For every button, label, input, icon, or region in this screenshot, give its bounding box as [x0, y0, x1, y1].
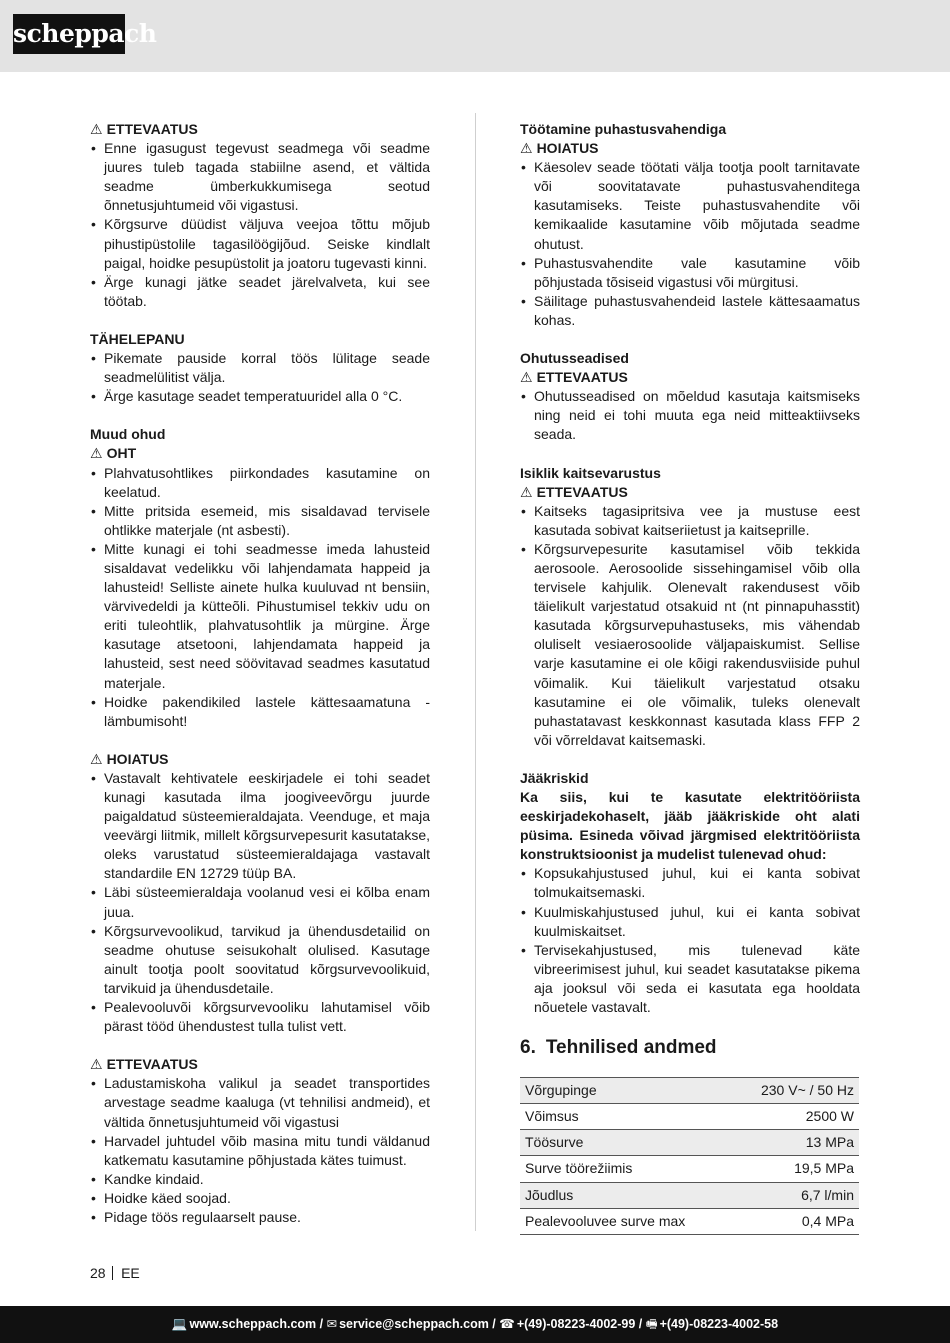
bullet-list	[90, 349, 430, 406]
list-item: • Ohutusseadised on mõeldud kasutaja kaitsmiseks ning neid ei tohi muuta ega neid mitteaktiivseks seada.	[520, 387, 860, 444]
section-title: Jääkriskid	[520, 769, 589, 786]
section-heading: ⚠ ETTEVAATUS	[520, 368, 860, 387]
mail-icon: ✉	[326, 1317, 338, 1331]
bullet-list	[90, 139, 430, 311]
section-heading: ⚠ ETTEVAATUS	[90, 120, 430, 139]
website-link[interactable]: www.scheppach.com	[189, 1317, 317, 1331]
section-heading: ⚠ HOIATUS	[90, 750, 430, 769]
spec-label: Pealevooluvee surve max	[520, 1208, 731, 1234]
warning-triangle-icon: ⚠	[520, 140, 533, 157]
list-item: • Mitte pritsida esemeid, mis sisaldavad tervisele ohtlikke materjale (nt asbesti).	[90, 502, 430, 540]
list-item: • Käesolev seade töötati välja tootja poolt tarnitavate või soovitatavate puhastusvahenditega kasutamiseks. Teiste puhastusvahendite või kemikaalide kasutamine võib mõjutada seadme ohutust.	[520, 158, 860, 253]
list-item: • Harvadel juhtudel võib masina mitu tundi väldanud katkematu kasutamine põhjustada kätes tuimust.	[90, 1132, 430, 1170]
spec-label: Surve töörežiimis	[520, 1156, 731, 1182]
residual-risks-intro: Ka siis, kui te kasutate elektritööriista eeskirjadekohaselt, jääb jääkriskide oht alati püsima. Esineda võivad järgmised elektritööriista konstruktsioonist ja mudelist tulenevad ohud:	[520, 789, 860, 863]
table-row	[520, 1130, 859, 1156]
list-item: • Kaitseks tagasipritsiva vee ja mustuse eest kasutada sobivat kaitseriietust ja kaitseprille.	[520, 502, 860, 540]
chapter-heading: Tehnilised andmed	[545, 1037, 717, 1059]
spec-value: 6,7 l/min	[731, 1182, 859, 1208]
list-item: • Enne igasugust tegevust seadmega või seadme juures tuleb tagada stabiilne asend, et vältida seadme ümberkukkumisega seotud õnnetusjuhtumeid või vigastusi.	[90, 139, 430, 215]
list-item: • Mitte kunagi ei tohi seadmesse imeda lahusteid sisaldavat vedelikku või lahjendamata happeid ja lahusteid! Selliste ainete hulka kuuluvad nt bensiin, värvivedeldi ja kütteõli. Pihustumisel tekkiv udu on eriti tuleohtlik, plahvatusohtlik ja mürgine. Ärge kasutage atsetooni, lahjendamata happeid ja lahusteid, sest need söövitavad seadmes kasutatud materjale.	[90, 540, 430, 693]
specs-table	[520, 1077, 859, 1235]
phone-number: +(49)-08223-4002-99	[516, 1317, 636, 1331]
warning-triangle-icon: ⚠	[90, 445, 103, 462]
computer-icon: 💻	[171, 1317, 188, 1331]
caution-section-2	[90, 1055, 430, 1227]
warning-triangle-icon: ⚠	[520, 369, 533, 386]
language-code: EE	[121, 1265, 140, 1281]
other-hazards-section	[90, 425, 430, 731]
list-item: • Kuulmiskahjustused juhul, kui ei kanta sobivat kuulmiskaitset.	[520, 903, 860, 941]
warning-triangle-icon: ⚠	[520, 483, 533, 500]
table-row	[520, 1208, 859, 1234]
list-item: • Kõrgsurvevoolikud, tarvikud ja ühendusdetailid on seadme ohutuse seisukohalt olulised. Kasutage ainult tootja poolt soovitatud kõrgsurvevoolikuid, tarvikuid ja ühendusdetaile.	[90, 922, 430, 998]
page-number-separator	[112, 1266, 114, 1280]
list-item: • Pidage töös regulaarselt pause.	[90, 1208, 430, 1227]
list-item: • Hoidke käed soojad.	[90, 1189, 430, 1208]
list-item: • Plahvatusohtlikes piirkondades kasutamine on keelatud.	[90, 464, 430, 502]
list-item: • Kopsukahjustused juhul, kui ei kanta sobivat tolmukaitsemaski.	[520, 864, 860, 902]
section-title: Muud ohud	[90, 426, 166, 443]
ppe-section	[520, 464, 860, 750]
chapter-title	[520, 1036, 860, 1060]
list-item: • Tervisekahjustused, mis tulenevad käte vibreerimisest juhul, kui seadet kasutatakse pikema aja jooksul või seda ei kasutata ega hooldata nõuetele vastavalt.	[520, 941, 860, 1017]
spec-value: 230 V~ / 50 Hz	[731, 1078, 859, 1104]
warning-triangle-icon: ⚠	[90, 750, 103, 767]
spec-value: 13 MPa	[731, 1130, 859, 1156]
cleaning-agent-section	[520, 120, 860, 330]
table-row	[520, 1182, 859, 1208]
list-item: • Pikemate pauside korral töös lülitage seade seadmelülitist välja.	[90, 349, 430, 387]
table-row	[520, 1156, 859, 1182]
list-item: • Pealevooluvõi kõrgsurvevooliku lahutamisel võib pärast tööd ühendustest tulla tulist vett.	[90, 998, 430, 1036]
page-number: 28 EE	[90, 1265, 140, 1281]
caution-section	[90, 120, 430, 311]
left-column	[90, 120, 430, 1246]
bullet-list	[520, 502, 860, 750]
list-item: • Läbi süsteemieraldaja voolanud vesi ei kõlba enam juua.	[90, 883, 430, 921]
bullet-list	[90, 464, 430, 731]
list-item: • Ladustamiskoha valikul ja seadet transportides arvestage seadme kaaluga (vt tehnilisi andmeid), et vältida õnnetusjuhtumeid või vigastusi	[90, 1074, 430, 1131]
spec-value: 19,5 MPa	[731, 1156, 859, 1182]
section-heading: ⚠ OHT	[90, 444, 430, 463]
spec-value: 2500 W	[731, 1104, 859, 1130]
section-title: Ohutusseadised	[520, 350, 629, 367]
fax-number: +(49)-08223-4002-58	[659, 1317, 779, 1331]
phone-icon: ☎	[499, 1317, 515, 1331]
section-heading: TÄHELEPANU	[90, 330, 185, 347]
bullet-list	[90, 1074, 430, 1227]
bullet-list	[520, 158, 860, 330]
bullet-list	[90, 769, 430, 1036]
chapter-number: 6.	[520, 1037, 536, 1059]
section-title: Isiklik kaitsevarustus	[520, 464, 661, 481]
spec-label: Jõudlus	[520, 1182, 731, 1208]
section-heading: ⚠ ETTEVAATUS	[520, 483, 860, 502]
list-item: • Ärge kasutage seadet temperatuuridel alla 0 °C.	[90, 387, 430, 406]
list-item: • Puhastusvahendite vale kasutamine võib põhjustada tõsiseid vigastusi või mürgitusi.	[520, 254, 860, 292]
warning-triangle-icon: ⚠	[90, 121, 103, 137]
footer-contact: 💻 www.scheppach.com / ✉ service@scheppach.com / ☎ +(49)-08223-4002-99 / 🖷 +(49)-08223-4002-58	[171, 1317, 779, 1331]
list-item: • Hoidke pakendikiled lastele kättesaamatuna - lämbumisoht!	[90, 693, 430, 731]
bullet-list	[520, 387, 860, 444]
attention-section	[90, 330, 430, 406]
brand-logo: scheppach	[13, 14, 125, 54]
section-heading: ⚠ ETTEVAATUS	[90, 1055, 430, 1074]
spec-value: 0,4 MPa	[731, 1208, 859, 1234]
spec-label: Võimsus	[520, 1104, 731, 1130]
list-item: • Kandke kindaid.	[90, 1170, 430, 1189]
safety-devices-section	[520, 349, 860, 444]
list-item: • Vastavalt kehtivatele eeskirjadele ei tohi seadet kunagi kasutada ilma joogiveevõrgu juurde paigaldatud süsteemieraldajata. Veenduge, et maja veevärgi liitmik, millelt kõrgsurvepesurit kasutatakse, oleks varustatud süsteemieraldajaga vastavalt standardile EN 12729 tüüp BA.	[90, 769, 430, 884]
table-row	[520, 1104, 859, 1130]
table-row	[520, 1078, 859, 1104]
list-item: • Ärge kunagi jätke seadet järelvalveta, kui see töötab.	[90, 273, 430, 311]
column-divider	[475, 113, 476, 1231]
bullet-list	[520, 864, 860, 1017]
right-column	[520, 120, 860, 1235]
spec-label: Töösurve	[520, 1130, 731, 1156]
section-title: Töötamine puhastusvahendiga	[520, 121, 727, 137]
warning-triangle-icon: ⚠	[90, 1056, 103, 1073]
spec-label: Võrgupinge	[520, 1078, 731, 1104]
list-item: • Kõrgsurve düüdist väljuva veejoa tõttu mõjub pihustipüstolile tagasilöögijõud. Seiske kindlalt paigal, hoidke pesupüstolit ja joatoru tugevasti kinni.	[90, 215, 430, 272]
section-heading: ⚠ HOIATUS	[520, 139, 860, 158]
email-link[interactable]: service@scheppach.com	[339, 1317, 489, 1331]
fax-icon: 🖷	[645, 1317, 658, 1331]
residual-risks-section	[520, 769, 860, 1017]
list-item: • Säilitage puhastusvahendeid lastele kättesaamatus kohas.	[520, 292, 860, 330]
warning-section	[90, 750, 430, 1036]
list-item: • Kõrgsurvepesurite kasutamisel võib tekkida aerosoole. Aerosoolide sissehingamisel võib olla tervisele kahjulik. Olenevalt rakendusest võib täielikult varjestatud otsakuid nt (nt pinnapuhasstit) kasutada kõrgsurvepuhastuseks, mis vähendab oluliselt vesiaerosoolide väljapaiskumist. Sellise varje kasutamine ei ole kõigi rakendusviiside puhul võimalik. Kui täielikult varjestatud otsaku kasutamine ei ole võimalik, tuleks olenevalt puhastatavast keskkonnast kasutada klass FFP 2 või võrreldavat kaitsemaski.	[520, 540, 860, 750]
